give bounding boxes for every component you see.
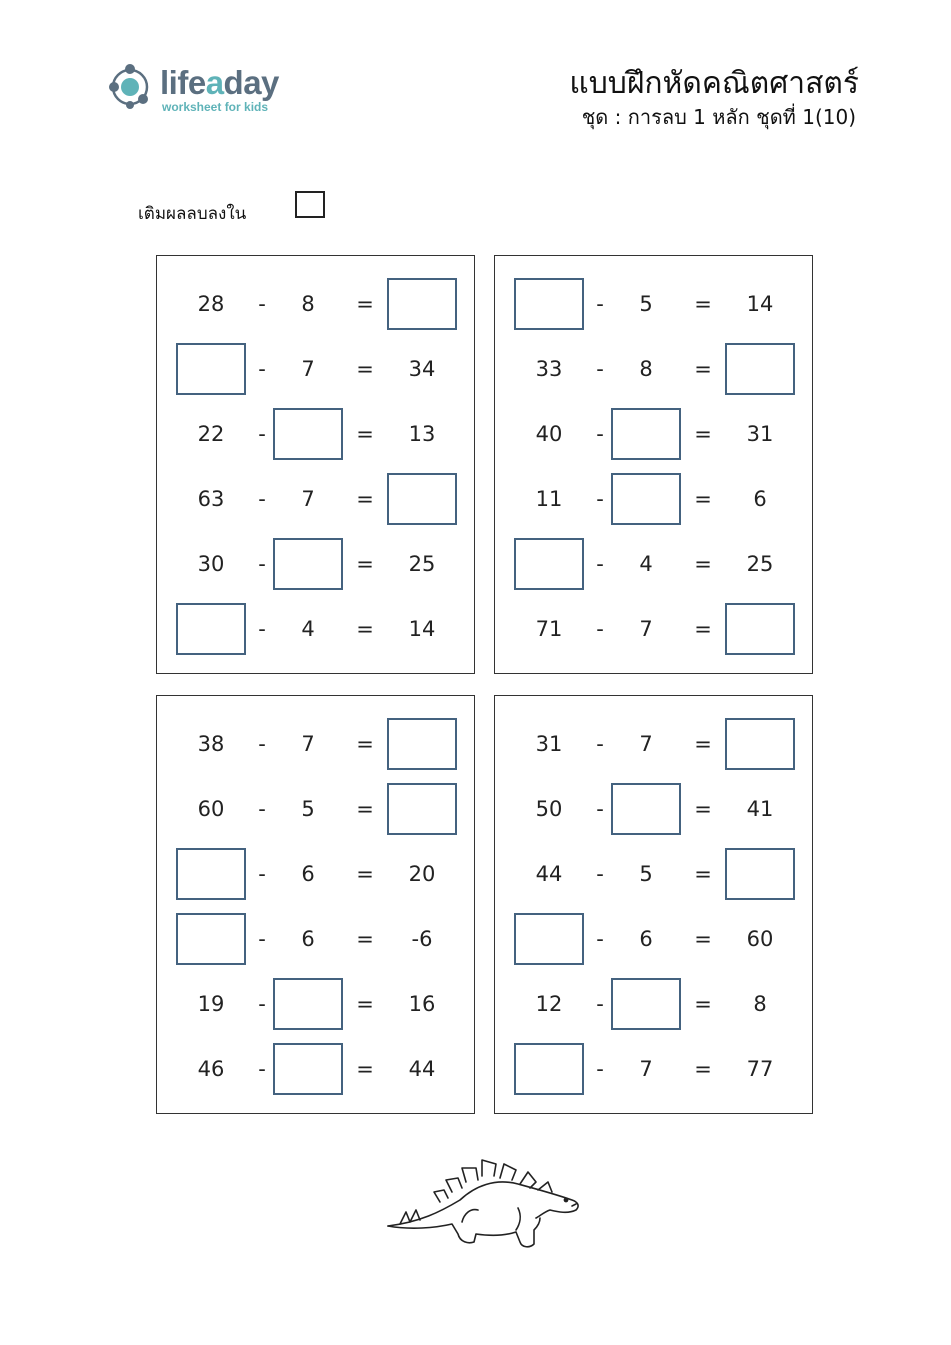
minus-sign: - (258, 797, 266, 821)
minus-sign: - (258, 1057, 266, 1081)
minus-sign: - (258, 292, 266, 316)
first-number: 19 (197, 992, 225, 1016)
answer-box[interactable] (725, 718, 795, 770)
result-number: 77 (746, 1057, 774, 1081)
second-number: 4 (301, 617, 315, 641)
exercise-panel (156, 255, 475, 674)
minus-sign: - (258, 357, 266, 381)
second-number: 8 (639, 357, 653, 381)
first-number: 33 (535, 357, 563, 381)
answer-box[interactable] (611, 783, 681, 835)
minus-sign: - (258, 617, 266, 641)
equals-sign: = (356, 422, 374, 446)
result-number: 16 (408, 992, 436, 1016)
equals-sign: = (356, 927, 374, 951)
minus-sign: - (596, 487, 604, 511)
second-number: 7 (301, 487, 315, 511)
second-number: 7 (639, 1057, 653, 1081)
result-number: 6 (753, 487, 767, 511)
first-number: 63 (197, 487, 225, 511)
second-number: 6 (301, 927, 315, 951)
equals-sign: = (356, 862, 374, 886)
result-number: 34 (408, 357, 436, 381)
minus-sign: - (258, 552, 266, 576)
worksheet-subtitle: ชุด : การลบ 1 หลัก ชุดที่ 1(10) (581, 105, 856, 129)
equals-sign: = (356, 992, 374, 1016)
result-number: 14 (408, 617, 436, 641)
equals-sign: = (356, 797, 374, 821)
answer-box[interactable] (725, 603, 795, 655)
minus-sign: - (258, 862, 266, 886)
second-number: 6 (301, 862, 315, 886)
first-number: 60 (197, 797, 225, 821)
first-number: 12 (535, 992, 563, 1016)
minus-sign: - (596, 732, 604, 756)
molecule-icon (108, 62, 156, 112)
equals-sign: = (694, 552, 712, 576)
result-number: -6 (411, 927, 433, 951)
answer-box[interactable] (611, 978, 681, 1030)
result-number: 60 (746, 927, 774, 951)
second-number: 7 (639, 732, 653, 756)
answer-box[interactable] (611, 473, 681, 525)
minus-sign: - (258, 992, 266, 1016)
answer-box[interactable] (387, 783, 457, 835)
exercise-panel (494, 695, 813, 1114)
second-number: 7 (301, 357, 315, 381)
second-number: 6 (639, 927, 653, 951)
logo-wordmark: lifeaday (160, 64, 279, 101)
first-number: 40 (535, 422, 563, 446)
equals-sign: = (356, 732, 374, 756)
minus-sign: - (596, 862, 604, 886)
equals-sign: = (694, 617, 712, 641)
minus-sign: - (258, 422, 266, 446)
lifeaday-logo (108, 62, 298, 114)
second-number: 5 (301, 797, 315, 821)
equals-sign: = (694, 732, 712, 756)
exercise-panel (156, 695, 475, 1114)
first-number: 31 (535, 732, 563, 756)
equals-sign: = (356, 487, 374, 511)
minus-sign: - (258, 927, 266, 951)
first-number: 38 (197, 732, 225, 756)
first-number: 28 (197, 292, 225, 316)
equals-sign: = (694, 797, 712, 821)
answer-box[interactable] (387, 473, 457, 525)
answer-box[interactable] (611, 408, 681, 460)
answer-box[interactable] (273, 978, 343, 1030)
minus-sign: - (258, 732, 266, 756)
answer-box[interactable] (273, 1043, 343, 1095)
worksheet-title: แบบฝึกหัดคณิตศาสตร์ (569, 66, 859, 101)
second-number: 7 (301, 732, 315, 756)
second-number: 5 (639, 862, 653, 886)
minus-sign: - (596, 927, 604, 951)
exercise-panel (494, 255, 813, 674)
minus-sign: - (596, 797, 604, 821)
minus-sign: - (596, 1057, 604, 1081)
answer-box[interactable] (273, 408, 343, 460)
answer-box[interactable] (273, 538, 343, 590)
result-number: 44 (408, 1057, 436, 1081)
answer-box[interactable] (387, 718, 457, 770)
minus-sign: - (596, 552, 604, 576)
first-number: 30 (197, 552, 225, 576)
instruction-text: เติมผลลบลงใน (138, 204, 247, 224)
answer-box[interactable] (387, 278, 457, 330)
first-number: 44 (535, 862, 563, 886)
result-number: 31 (746, 422, 774, 446)
minus-sign: - (596, 357, 604, 381)
first-number: 22 (197, 422, 225, 446)
equals-sign: = (694, 487, 712, 511)
second-number: 5 (639, 292, 653, 316)
equals-sign: = (356, 292, 374, 316)
first-number: 50 (535, 797, 563, 821)
answer-box[interactable] (725, 848, 795, 900)
minus-sign: - (596, 422, 604, 446)
minus-sign: - (596, 617, 604, 641)
minus-sign: - (596, 292, 604, 316)
equals-sign: = (694, 862, 712, 886)
result-number: 13 (408, 422, 436, 446)
equals-sign: = (694, 927, 712, 951)
result-number: 20 (408, 862, 436, 886)
equals-sign: = (694, 357, 712, 381)
result-number: 14 (746, 292, 774, 316)
equals-sign: = (356, 357, 374, 381)
equals-sign: = (356, 617, 374, 641)
equals-sign: = (694, 1057, 712, 1081)
result-number: 25 (746, 552, 774, 576)
second-number: 8 (301, 292, 315, 316)
first-number: 46 (197, 1057, 225, 1081)
logo-tagline: worksheet for kids (162, 100, 269, 114)
first-number: 71 (535, 617, 563, 641)
result-number: 8 (753, 992, 767, 1016)
second-number: 7 (639, 617, 653, 641)
stegosaurus-illustration (380, 1138, 585, 1250)
answer-box[interactable] (725, 343, 795, 395)
first-number: 11 (535, 487, 563, 511)
result-number: 41 (746, 797, 774, 821)
minus-sign: - (596, 992, 604, 1016)
minus-sign: - (258, 487, 266, 511)
equals-sign: = (694, 992, 712, 1016)
instruction-example-box (295, 191, 325, 218)
equals-sign: = (694, 292, 712, 316)
second-number: 4 (639, 552, 653, 576)
equals-sign: = (356, 552, 374, 576)
equals-sign: = (694, 422, 712, 446)
result-number: 25 (408, 552, 436, 576)
equals-sign: = (356, 1057, 374, 1081)
